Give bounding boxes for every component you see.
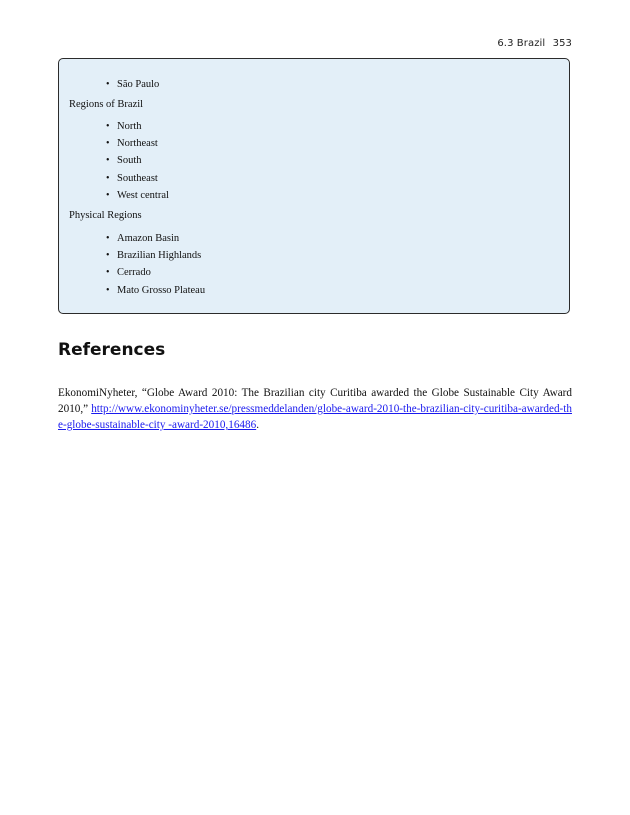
bullet-icon: • xyxy=(106,233,110,244)
bullet-icon: • xyxy=(106,79,110,90)
group-title-physical: Physical Regions xyxy=(69,210,142,221)
list-item xyxy=(106,250,202,261)
list-item-label: North xyxy=(117,121,142,132)
list-item-label: São Paulo xyxy=(117,79,160,90)
list-item xyxy=(106,155,142,166)
bullet-icon: • xyxy=(106,285,110,296)
reference-entry xyxy=(58,385,572,433)
page-number: 353 xyxy=(552,38,572,49)
list-item-label: Amazon Basin xyxy=(117,233,180,244)
list-item xyxy=(106,267,151,278)
reference-end: . xyxy=(256,419,259,431)
bullet-icon: • xyxy=(106,155,110,166)
list-item-label: Brazilian Highlands xyxy=(117,250,202,261)
list-item xyxy=(106,138,158,149)
running-header xyxy=(497,38,572,49)
reference-text: EkonomiNyheter, “Globe Award 2010: The Brazilian city Curitiba awarded the Globe Sustainable City Award 2010,” xyxy=(58,387,572,415)
list-item xyxy=(106,190,169,201)
bullet-icon: • xyxy=(106,173,110,184)
list-item-label: West central xyxy=(117,190,169,201)
header-section: 6.3 Brazil xyxy=(497,38,546,49)
bullet-icon: • xyxy=(106,121,110,132)
list-item-label: Mato Grosso Plateau xyxy=(117,285,206,296)
bullet-icon: • xyxy=(106,190,110,201)
sidebar-box xyxy=(58,58,570,314)
bullet-icon: • xyxy=(106,267,110,278)
bullet-icon: • xyxy=(106,138,110,149)
list-item xyxy=(106,233,180,244)
list-item xyxy=(106,79,160,90)
references-heading: References xyxy=(58,340,166,360)
list-item xyxy=(106,173,158,184)
list-item-label: Northeast xyxy=(117,138,158,149)
list-item-label: Southeast xyxy=(117,173,158,184)
list-item-label: Cerrado xyxy=(117,267,151,278)
list-item xyxy=(106,121,142,132)
list-item xyxy=(106,285,206,296)
reference-link[interactable]: http://www.ekonominyheter.se/pressmeddelanden/globe-award-2010-the-brazilian-city-curitiba-awarded-the-globe-sustainable-city -award-2010,16486 xyxy=(58,403,572,431)
bullet-icon: • xyxy=(106,250,110,261)
list-item-label: South xyxy=(117,155,142,166)
group-title-regions: Regions of Brazil xyxy=(69,99,144,110)
